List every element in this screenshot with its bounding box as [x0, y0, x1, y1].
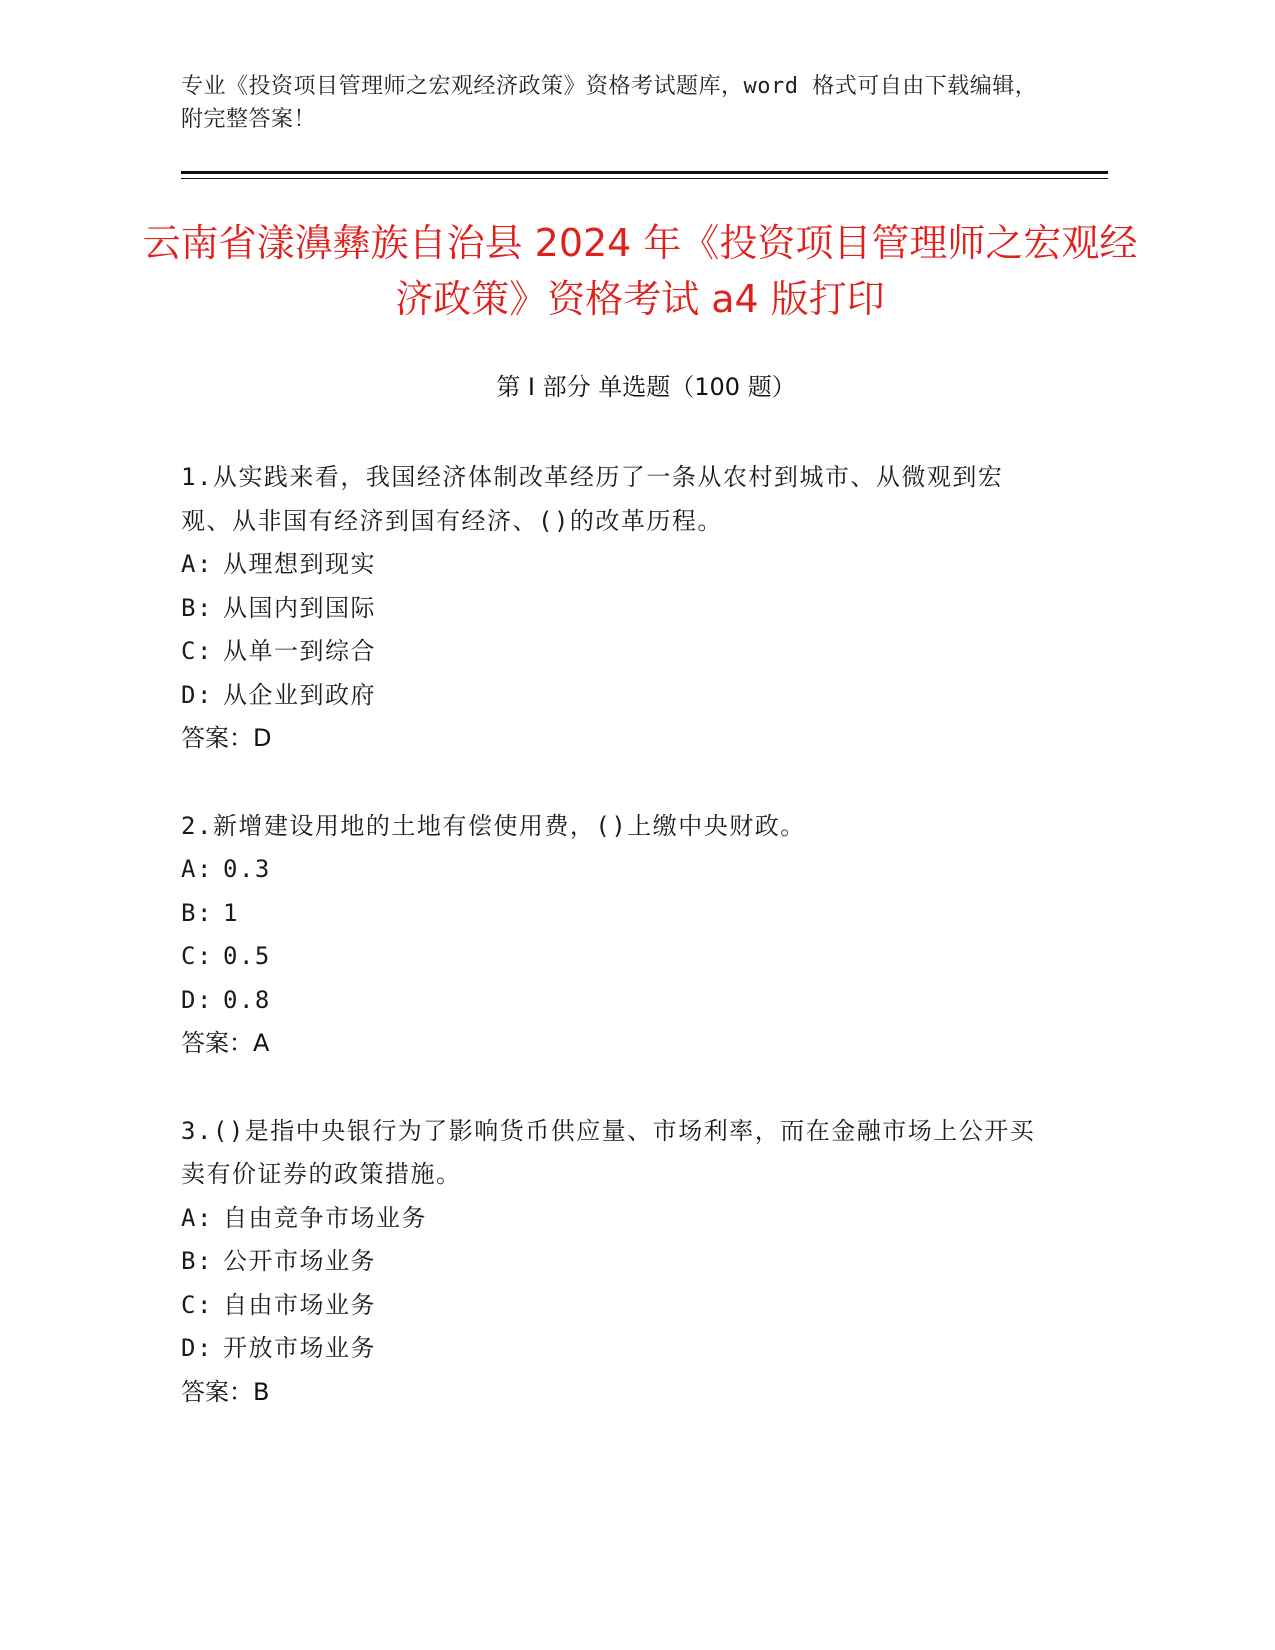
answer-line: 答案：B [181, 1377, 270, 1406]
question-list [181, 456, 1041, 1458]
option-text: 0.5 [223, 942, 271, 970]
option-key: D: [181, 1334, 213, 1362]
option-text: 从理想到现实 [223, 550, 376, 578]
option-a [181, 848, 1041, 892]
question-stem: 3.()是指中央银行为了影响货币供应量、市场利率，而在金融市场上公开买卖有价证券的政策措施。 [181, 1116, 1036, 1188]
option-key: D: [181, 985, 213, 1014]
option-key: C: [181, 942, 213, 970]
option-text: 公开市场业务 [223, 1247, 376, 1275]
option-b [181, 1240, 1041, 1284]
option-key: A: [181, 1203, 213, 1232]
option-text: 从单一到综合 [223, 637, 376, 665]
option-key: C: [181, 637, 213, 665]
option-text: 0.8 [223, 985, 271, 1014]
option-d [181, 979, 1041, 1023]
option-text: 自由竞争市场业务 [223, 1203, 427, 1232]
option-key: A: [181, 550, 213, 578]
option-key: A: [181, 855, 213, 883]
option-text: 开放市场业务 [223, 1334, 376, 1362]
option-b [181, 892, 1041, 936]
document-title: 云南省漾濞彝族自治县 2024 年《投资项目管理师之宏观经济政策》资格考试 a4 版打印 [142, 221, 1138, 321]
option-key: D: [181, 680, 213, 709]
option-text: 从国内到国际 [223, 593, 376, 622]
option-c [181, 935, 1041, 979]
option-key: C: [181, 1290, 213, 1319]
option-key: B: [181, 1247, 213, 1275]
section-heading: 第 I 部分 单选题（100 题） [496, 373, 796, 401]
option-b [181, 587, 1041, 631]
option-a [181, 1197, 1041, 1241]
option-text: 自由市场业务 [223, 1290, 376, 1319]
option-text: 从企业到政府 [223, 680, 376, 709]
option-text: 0.3 [223, 855, 271, 883]
header-note: 专业《投资项目管理师之宏观经济政策》资格考试题库，word 格式可自由下载编辑，附完整答案！ [181, 74, 1038, 132]
option-key: B: [181, 898, 213, 927]
option-d [181, 674, 1041, 718]
question-2 [181, 805, 1041, 1066]
option-a [181, 543, 1041, 587]
question-3 [181, 1110, 1041, 1415]
header-rule-thin [181, 178, 1108, 179]
option-c [181, 1284, 1041, 1328]
question-1 [181, 456, 1041, 761]
question-stem: 2.新增建设用地的土地有偿使用费，()上缴中央财政。 [181, 811, 806, 840]
answer-line: 答案：D [181, 724, 272, 752]
option-text: 1 [223, 898, 239, 927]
option-c [181, 630, 1041, 674]
answer-line: 答案：A [181, 1029, 270, 1057]
header-rule-thick [181, 171, 1108, 174]
question-stem: 1.从实践来看，我国经济体制改革经历了一条从农村到城市、从微观到宏观、从非国有经济到国有经济、()的改革历程。 [181, 463, 1004, 535]
option-d [181, 1327, 1041, 1371]
option-key: B: [181, 593, 213, 622]
